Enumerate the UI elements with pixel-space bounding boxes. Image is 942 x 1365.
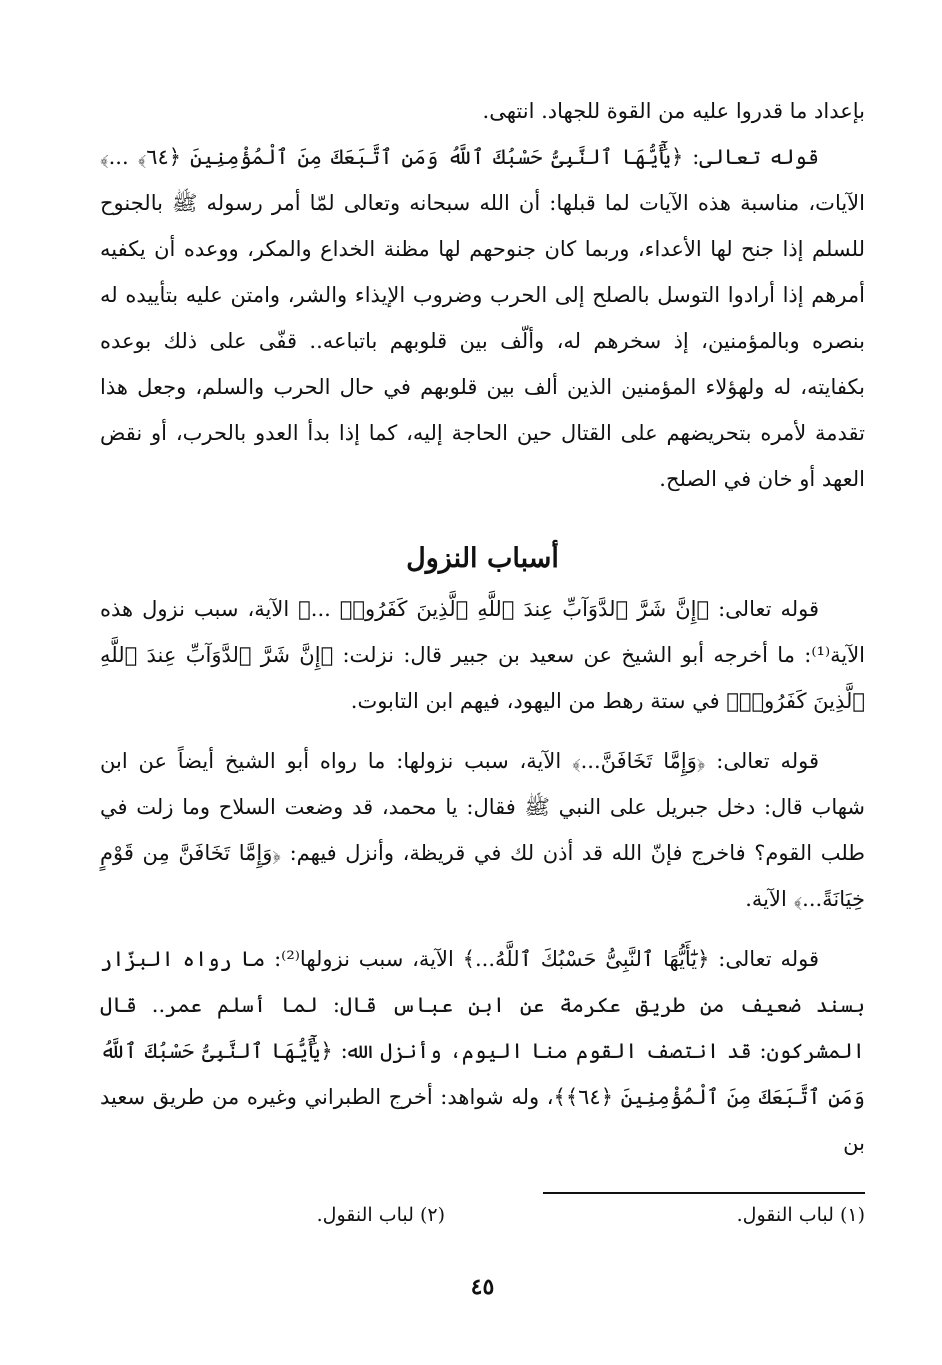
paragraph-asbab-1: قوله تعالى: ﴿إِنَّ شَرَّ ٱلدَّوَآبِّ عِندَ ٱللَّهِ ٱلَّذِينَ كَفَرُوا۟ ...﴾ الآية، سبب نزول هذه الآية⁽¹⁾: ما أخرجه أبو الشيخ عن سعيد بن جبير قال: نزلت: ﴿إِنَّ شَرَّ ٱلدَّوَآبِّ عِندَ ٱللَّهِ ٱلَّذِينَ كَفَرُوا۟﴾ في ستة رهط من اليهود، فيهم ابن التابوت.: [100, 597, 866, 713]
paragraph-asbab-3: قوله تعالى: ﴿يَٰٓأَيُّهَا ٱلنَّبِىُّ حَسْبُكَ ٱللَّهُ...﴾ الآية، سبب نزولها⁽²⁾: ما رواه البزّار بسند ضعيف من طريق عكرمة عن ابن عباس قال: لما أسلم عمر.. قال المشركون: قد انتصف القوم منا اليوم، وأنزل الله: ﴿يَٰٓأَيُّهَا ٱلنَّبِىُّ حَسْبُكَ ٱللَّهُ وَمَنِ ٱتَّبَعَكَ مِنَ ٱلْمُؤْمِنِينَ ﴿٦٤﴾﴾، وله شواهد: أخرج الطبراني وغيره من طريق سعيد بن: [100, 947, 865, 1155]
paragraph-asbab-2: قوله تعالى: ﴿وَإِمَّا تَخَافَنَّ...﴾ الآية، سبب نزولها: ما رواه أبو الشيخ أيضاً عن ابن شهاب قال: دخل جبريل على النبي ﷺ فقال: يا محمد، قد وضعت السلاح وما زلت في طلب القوم؟ فاخرج فإنّ الله قد أذن لك في قريظة، وأنزل فيهم: ﴿وَإِمَّا تَخَافَنَّ مِن قَوْمٍ خِيَانَةً...﴾ الآية.: [100, 749, 865, 911]
book-page: [100, 88, 865, 1318]
footnote-1: (١) لباب النقول.: [736, 1204, 865, 1226]
paragraph-munasaba: قوله تعالى: ﴿يَٰٓأَيُّهَا ٱلنَّبِىُّ حَسْبُكَ ٱللَّهُ وَمَنِ ٱتَّبَعَكَ مِنَ ٱلْمُؤْمِنِينَ ﴿٦٤﴾ ...﴾ الآيات، مناسبة هذه الآيات لما قبلها: أن الله سبحانه وتعالى لمّا أمر رسوله ﷺ بالجنوح للسلم إذا جنح لها الأعداء، وربما كان جنوحهم لها مظنة الخداع والمكر، ووعده أن يكفيه أمرهم إذا أرادوا التوسل بالصلح إلى الحرب وضروب الإيذاء والشر، وامتن عليه بتأييده له بنصره وبالمؤمنين، إذ سخرهم له، وألّف بين قلوبهم باتباعه.. قفّى على ذلك بوعده بكفايته، له ولهؤلاء المؤمنين الذين ألف بين قلوبهم في حال الحرب والسلم، وجعل هذا تقدمة لأمره بتحريضهم على القتال حين الحاجة إليه، كما إذا بدأ العدو بالحرب، أو نقض العهد أو خان في الصلح.: [100, 145, 865, 491]
footnote-separator: [543, 1192, 865, 1194]
section-heading: أسباب النزول: [406, 543, 559, 574]
paragraph-continuation: بإعداد ما قدروا عليه من القوة للجهاد. انتهى.: [482, 99, 865, 123]
footnote-2: (٢) لباب النقول.: [316, 1204, 445, 1226]
page-number: ٤٥: [470, 1274, 495, 1300]
